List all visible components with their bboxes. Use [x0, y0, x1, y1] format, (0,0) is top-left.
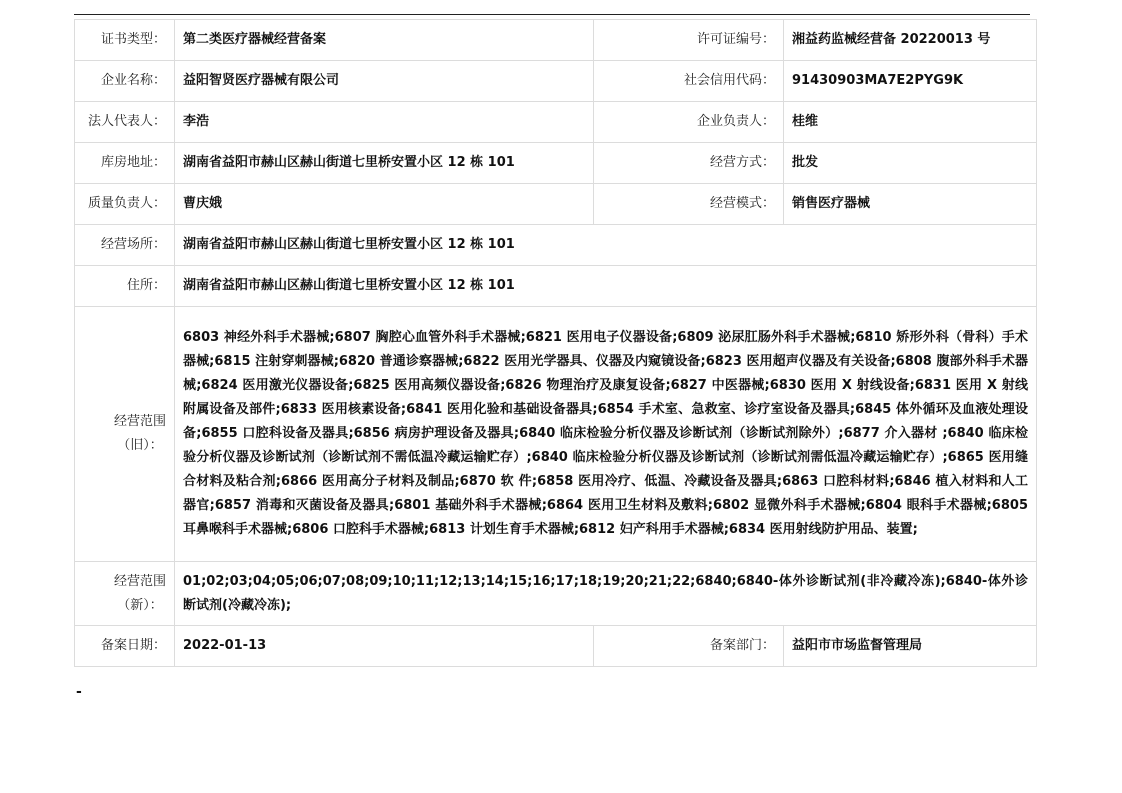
- record-date-label: 备案日期：: [75, 626, 175, 667]
- row-quality-head: [75, 184, 1037, 225]
- quality-head-label: 质量负责人：: [75, 184, 175, 225]
- scope-new-label-line2: （新）：: [117, 597, 163, 613]
- company-name-value: 益阳智贤医疗器械有限公司: [175, 61, 594, 102]
- scope-new-label: [75, 562, 175, 626]
- operation-mode-value: 批发: [784, 143, 1037, 184]
- residence-label: 住所：: [75, 266, 175, 307]
- row-business-site: [75, 225, 1037, 266]
- top-divider: [74, 14, 1030, 15]
- row-company-name: [75, 61, 1037, 102]
- legal-rep-label: 法人代表人：: [75, 102, 175, 143]
- residence-value: 湖南省益阳市赫山区赫山街道七里桥安置小区 12 栋 101: [175, 266, 1037, 307]
- credit-code-value: 91430903MA7E2PYG9K: [784, 61, 1037, 102]
- row-scope-new: [75, 562, 1037, 626]
- row-warehouse-address: [75, 143, 1037, 184]
- quality-head-value: 曹庆娥: [175, 184, 594, 225]
- operation-model-label: 经营模式：: [594, 184, 784, 225]
- row-cert-type: [75, 20, 1037, 61]
- scope-old-label-line1: 经营范围: [113, 414, 166, 429]
- legal-rep-value: 李浩: [175, 102, 594, 143]
- license-no-value: 湘益药监械经营备 20220013 号: [784, 20, 1037, 61]
- scope-new-label-line1: 经营范围: [113, 573, 166, 589]
- license-no-label: 许可证编号：: [594, 20, 784, 61]
- company-name-label: 企业名称：: [75, 61, 175, 102]
- cert-type-value: 第二类医疗器械经营备案: [175, 20, 594, 61]
- scope-old-label-line2: （旧）：: [117, 438, 163, 453]
- record-dept-label: 备案部门：: [594, 626, 784, 667]
- business-site-value: 湖南省益阳市赫山区赫山街道七里桥安置小区 12 栋 101: [175, 225, 1037, 266]
- footer-dash: -: [76, 684, 82, 700]
- operation-model-value: 销售医疗器械: [784, 184, 1037, 225]
- scope-old-value: 6803 神经外科手术器械;6807 胸腔心血管外科手术器械;6821 医用电子仪器设备;6809 泌尿肛肠外科手术器械;6810 矫形外科（骨科）手术器械;6815 注射穿刺器械;6820 普通诊察器械;6822 医用光学器具、仪器及内窥镜设备;6823 医用超声仪器及有关设备;6808 腹部外科手术器械;6824 医用激光仪器设备;6825 医用高频仪器设备;6826 物理治疗及康复设备;6827 中医器械;6830 医用 X 射线设备;6831 医用 X 射线附属设备及部件;6833 医用核素设备;6841 医用化验和基础设备器具;6854 手术室、急救室、诊疗室设备及器具;6845 体外循环及血液处理设备;6855 口腔科设备及器具;6856 病房护理设备及器具;6840 临床检验分析仪器及诊断试剂（诊断试剂除外）;6877 介入器材 ;6840 临床检验分析仪器及诊断试剂（诊断试剂不需低温冷藏运输贮存）;6840 临床检验分析仪器及诊断试剂（诊断试剂需低温冷藏运输贮存）;6865 医用缝合材料及粘合剂;6866 医用高分子材料及制品;6870 软 件;6858 医用冷疗、低温、冷藏设备及器具;6863 口腔科材料;6846 植入材料和人工器官;6857 消毒和灭菌设备及器具;6801 基础外科手术器械;6864 医用卫生材料及敷料;6802 显微外科手术器械;6804 眼科手术器械;6805 耳鼻喉科手术器械;6806 口腔科手术器械;6813 计划生育手术器械;6812 妇产科用手术器械;6834 医用射线防护用品、装置;: [175, 307, 1037, 562]
- credit-code-label: 社会信用代码：: [594, 61, 784, 102]
- business-site-label: 经营场所：: [75, 225, 175, 266]
- record-dept-value: 益阳市市场监督管理局: [784, 626, 1037, 667]
- warehouse-address-value: 湖南省益阳市赫山区赫山街道七里桥安置小区 12 栋 101: [175, 143, 594, 184]
- scope-new-value: 01;02;03;04;05;06;07;08;09;10;11;12;13;14;15;16;17;18;19;20;21;22;6840;6840-体外诊断试剂(非冷藏冷冻);6840-体外诊断试剂(冷藏冷冻);: [175, 562, 1037, 626]
- row-scope-old: [75, 307, 1037, 562]
- scope-new-label-wrap: [114, 570, 166, 618]
- row-residence: [75, 266, 1037, 307]
- scope-old-label: [75, 307, 175, 562]
- scope-old-label-wrap: [114, 410, 166, 458]
- operation-mode-label: 经营方式：: [594, 143, 784, 184]
- record-table: [74, 19, 1037, 667]
- row-record-date: [75, 626, 1037, 667]
- row-legal-rep: [75, 102, 1037, 143]
- company-head-label: 企业负责人：: [594, 102, 784, 143]
- cert-type-label: 证书类型：: [75, 20, 175, 61]
- warehouse-address-label: 库房地址：: [75, 143, 175, 184]
- record-date-value: 2022-01-13: [175, 626, 594, 667]
- company-head-value: 桂维: [784, 102, 1037, 143]
